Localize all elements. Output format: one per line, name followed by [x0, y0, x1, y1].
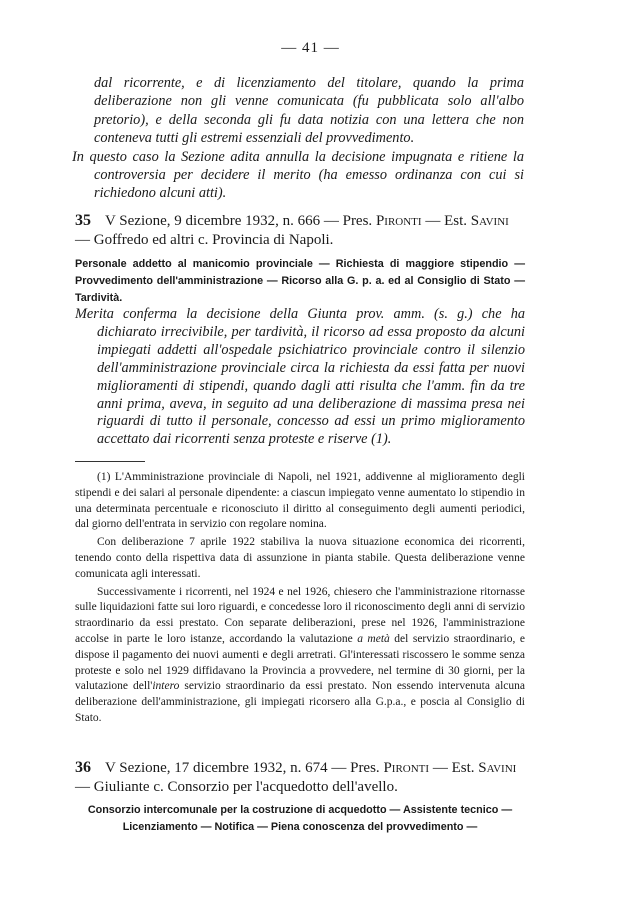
footnote-paragraph: (1) L'Amministrazione provinciale di Napoli, nel 1921, addivenne al miglioramento degli stipendi e dei salari al personale dipendente: a ciascun impiegato venne aumentato lo stipendio in una determinata percentuale e riconosciuto il diritto al conseguimento degli aumenti periodici, dal giorno dell'entrata in servizio con regolare nomina.	[75, 471, 525, 531]
case-heading-text: — Goffredo ed altri c. Provincia di Napoli.	[75, 232, 334, 248]
case-36-subject: Consorzio intercomunale per la costruzione di acquedotto — Assistente tecnico — Licenziamento — Notifica — Piena conoscenza del provvedimento —	[87, 804, 513, 833]
case-heading-text: — Giuliante c. Consorzio per l'acquedotto dell'avello.	[75, 779, 398, 795]
summary-paragraph: dal ricorrente, e di licenziamento del titolare, quando la prima deliberazione non gli venne comunicata (fu pubblicata solo all'albo pretorio), e della seconda gli fu data notizia con una lettera che non conteneva tutti gli estremi essenziali del provvedimento.	[94, 75, 524, 147]
summary-paragraph: In questo caso la Sezione adita annulla la decisione impugnata e ritiene la controversia per decidere il merito (ha emesso ordinanza con cui si richiedono alcuni atti).	[72, 148, 524, 202]
page-number: — 41 —	[281, 40, 340, 56]
case-35-summary	[75, 306, 525, 449]
previous-case-summary	[72, 74, 524, 203]
case-heading-text: — Est.	[429, 760, 479, 776]
footnote-text: servizio straordinario da essi prestato. Non essendo intervenuta alcuna deliberazione dell'amministrazione, gli impiegati ricorsero alla G.p.a., e poscia al Consiglio di Stato.	[75, 680, 525, 724]
footnote	[75, 470, 525, 729]
footnote-rule	[75, 461, 145, 462]
case-number: 35	[75, 212, 91, 229]
summary-paragraph: Merita conferma la decisione della Giunta prov. amm. (s. g.) che ha dichiarato irrecivibile, per tardività, il ricorso ad essa proposto da alcuni impiegati addetti all'ospedale psichiatrico provinciale contro il silenzio dell'amministrazione provinciale circa la richiesta da essi fatta per nuovi miglioramenti di stipendi, quando dagli atti risulta che l'amm. fin da tre anni prima, aveva, in seguito ad una deliberazione di massima presa nei riguardi di tutto il personale, concesso ad essi un primo miglioramento accettato dai ricorrenti senza proteste e riserve (1).	[75, 306, 525, 448]
case-35-heading	[75, 211, 525, 250]
footnote-text: Successivamente i ricorrenti, nel 1924 e nel 1926, chiesero che l'amministrazione ritornasse sulle liquidazioni fatte sui loro riguardi, e concedesse loro il riconoscimento degli anni di servizio straordinario da essi prestato. Con separate deliberazioni, prese nel 1926, l'amministrazione accolse in parte le loro istanze, accordando la valutazione	[75, 585, 525, 645]
footnote-emphasis: intero	[152, 680, 180, 693]
president-name: Pironti	[383, 760, 430, 776]
case-number: 36	[75, 759, 91, 776]
case-heading-text: V Sezione, 17 dicembre 1932, n. 674 — Pres.	[105, 760, 384, 776]
case-heading-text: V Sezione, 9 dicembre 1932, n. 666 — Pres.	[105, 213, 376, 229]
footnote-text: del servizio straordinario, e dispose il pagamento dei nuovi aumenti e degli arretrati. Gl'interessati riscossero le somme senza proteste e solo nel 1929 diffidavano la Provincia a provvedere, nel termine di 30 giorni, per la valutazione dell'	[75, 632, 525, 693]
case-heading-text: — Est.	[421, 213, 471, 229]
case-36-heading	[75, 758, 525, 797]
case-35-subject: Personale addetto al manicomio provinciale — Richiesta di maggiore stipendio — Provvedimento dell'amministrazione — Ricorso alla G. p. a. ed al Consiglio di Stato — Tardività.	[75, 258, 525, 304]
estensore-name: Savini	[470, 213, 509, 229]
footnote-paragraph: Con deliberazione 7 aprile 1922 stabiliva la nuova situazione economica dei ricorrenti, tenendo conto della rispettiva data di assunzione in pianta stabile. Questa deliberazione venne comunicata agli interessati.	[75, 536, 525, 580]
footnote-emphasis: a metà	[357, 632, 390, 645]
estensore-name: Savini	[478, 760, 517, 776]
president-name: Pironti	[375, 213, 422, 229]
footnote-paragraph	[75, 585, 525, 727]
